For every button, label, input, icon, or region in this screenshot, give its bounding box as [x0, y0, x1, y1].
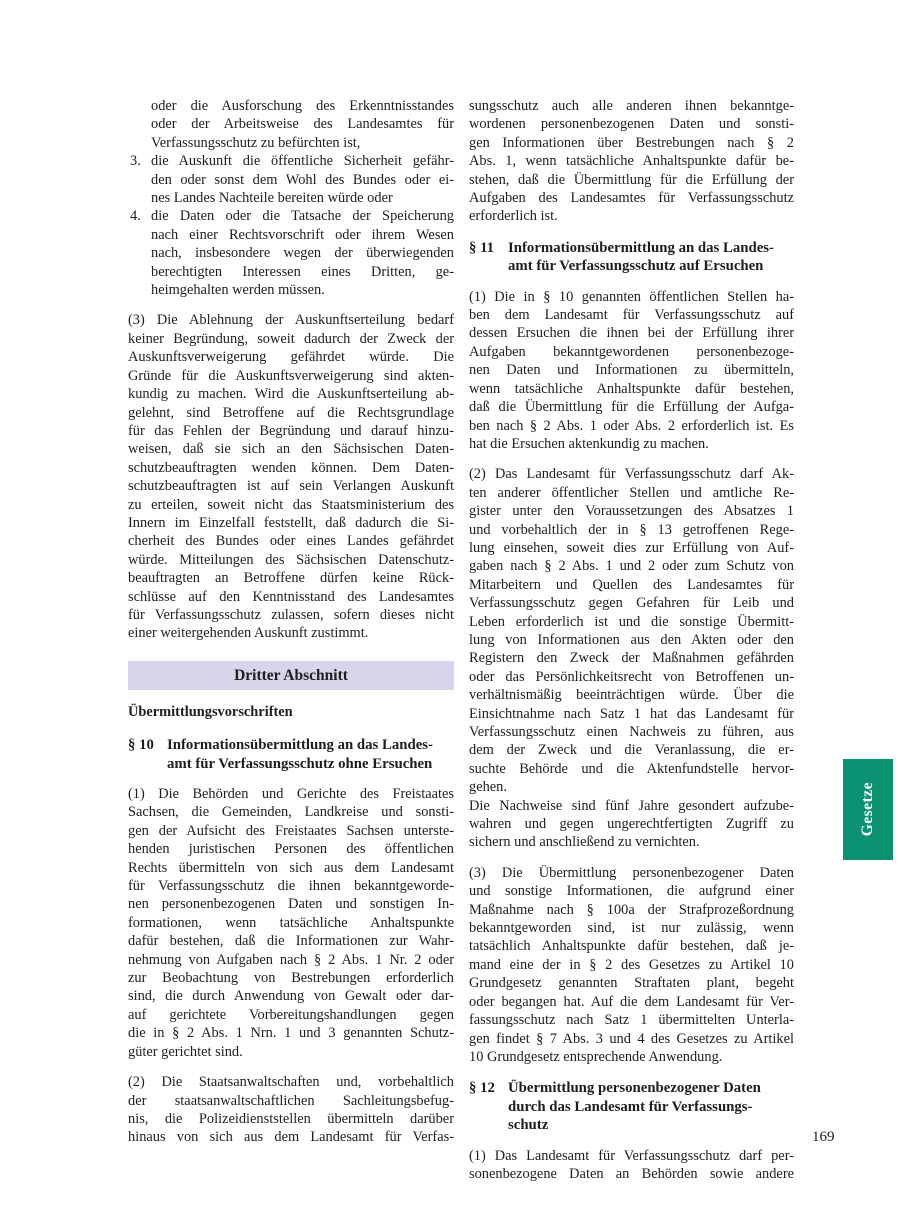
text-line: oder begangen hat. Auf die dem Landesamt für Ver-: [469, 993, 794, 1010]
paragraph-10-abs-1: [128, 785, 454, 1061]
text-line: die in § 2 Abs. 1 Nrn. 1 und 3 genannten Schutz-: [128, 1025, 454, 1042]
text-line: Übermittlungsvorschriften: [128, 703, 293, 720]
text-line: suchte Behörde und die Aktenfundstelle hervor-: [469, 760, 794, 777]
text-line: schutz: [508, 1117, 549, 1134]
text-line: (3) Die Ablehnung der Auskunftserteilung bedarf: [128, 312, 454, 329]
text-line: formationen, wenn tatsächliche Anhaltspunkte: [128, 914, 454, 931]
text-line: ben nach § 2 Abs. 1 oder Abs. 2 erforderlich ist. Es: [469, 417, 794, 434]
text-line: gen der Aufsicht des Freistaates Sachsen unterste-: [128, 822, 454, 839]
text-line: stehen, daß die Übermittlung für die Erfüllung der: [469, 171, 794, 188]
text-line: wahren und gegen ungerechtfertigten Zugriff zu: [469, 816, 794, 833]
section-sign-marker: § 11: [469, 239, 495, 256]
list-item-3: [128, 152, 454, 207]
text-line: nen personenbezogenen Daten und sonstigen In-: [128, 896, 454, 913]
text-line: für Verfassungsschutz die ihnen bekanntgeworde-: [128, 878, 454, 895]
text-line: (1) Das Landesamt für Verfassungsschutz darf per-: [469, 1147, 794, 1164]
text-line: Aufgaben bekanntgewordenen personenbezoge-: [469, 343, 794, 360]
text-line: henden juristischen Personen des öffentlichen: [128, 841, 454, 858]
law-heading-paragraph-10: [128, 736, 454, 773]
text-line: gaben nach § 2 Abs. 1 und 2 oder zum Schutz von: [469, 558, 794, 575]
text-line: dafür bestehen, daß die Informationen zur Wahr-: [128, 933, 454, 950]
text-line: Maßnahme nach § 100a der Strafprozeßordnung: [469, 901, 794, 918]
text-line: erforderlich ist.: [469, 208, 558, 225]
text-line: die Daten oder die Tatsache der Speicherung: [151, 208, 454, 225]
text-line: wordenen personenbezogenen Daten und sonsti-: [469, 116, 794, 133]
text-line: amt für Verfassungsschutz ohne Ersuchen: [167, 755, 433, 772]
list-number-marker: 4.: [130, 208, 141, 225]
text-line: sonenbezogene Daten an Behörden sowie andere: [469, 1165, 794, 1182]
text-line: gelehnt, sind Betroffene auf die Rechtsgrundlage: [128, 404, 454, 421]
text-line: Grundgesetz genannten Straftaten plant, begeht: [469, 975, 794, 992]
text-line: schlüsse auf den Kenntnisstand des Landesamtes: [128, 588, 454, 605]
text-line: Abs. 1, wenn tatsächliche Anhaltspunkte dafür be-: [469, 153, 794, 170]
text-line: amt für Verfassungsschutz auf Ersuchen: [508, 258, 764, 275]
text-line: sungsschutz auch alle anderen ihnen bekanntge-: [469, 98, 794, 114]
right-text-column: [469, 97, 794, 1183]
text-line: dem der Zweck und die Veranlassung, die er-: [469, 742, 794, 759]
text-line: auf gerichtete Vorbereitungshandlungen gegen: [128, 1006, 454, 1023]
section-sign-marker: § 12: [469, 1080, 495, 1097]
text-line: oder die Ausforschung des Erkenntnisstandes: [151, 98, 454, 114]
paragraph-11-abs-1: [469, 288, 794, 454]
text-line: die Auskunft die öffentliche Sicherheit gefähr-: [151, 153, 454, 170]
text-line: zu erteilen, soweit nicht das Staatsministerium des: [128, 496, 454, 513]
text-line: weisen, daß sie sich an den Sächsischen Daten-: [128, 441, 454, 458]
text-line: cherheit des Bundes oder eines Landes gefährdet: [128, 533, 454, 550]
paragraph-10-abs-2: [128, 1073, 454, 1147]
text-line: durch das Landesamt für Verfassungs-: [508, 1098, 753, 1115]
paragraph-12-abs-1: [469, 1147, 794, 1184]
text-line: 10 Grundgesetz entsprechende Anwendung.: [469, 1048, 723, 1065]
text-line: sichern und anschließend zu vernichten.: [469, 834, 700, 851]
text-line: nen Daten und Informationen zu übermitteln,: [469, 362, 794, 379]
text-line: berechtigten Interessen eines Dritten, ge-: [151, 263, 454, 280]
text-line: schutzbeauftragten wenden können. Dem Daten-: [128, 459, 454, 476]
text-line: ten anderer öffentlicher Stellen und amtliche Re-: [469, 484, 794, 501]
text-line: nach, insbesondere wegen der überwiegenden: [151, 245, 454, 262]
text-line: gister unter den Voraussetzungen des Absatzes 1: [469, 503, 794, 520]
text-line: würde. Mitteilungen des Sächsischen Datenschutz-: [128, 551, 454, 568]
text-line: Die Nachweise sind fünf Jahre gesondert aufzube-: [469, 797, 794, 814]
text-line: Innern im Einzelfall feststellt, daß dadurch die Si-: [128, 514, 454, 531]
text-line: schutzbeauftragten ist auf sein Verlangen Auskunft: [128, 478, 454, 495]
list-item-2-continuation: [128, 97, 454, 152]
text-line: tatsächlich Anhaltspunkte dafür bestehen, daß je-: [469, 938, 794, 955]
text-line: Verfassungsschutz einen Nachweis zu führen, aus: [469, 724, 794, 740]
text-line: nes Landes Nachteile bereiten würde oder: [151, 190, 393, 207]
text-line: heimgehalten werden müssen.: [151, 282, 325, 299]
text-line: bekanntgeworden sind, ist nur zulässig, wenn: [469, 920, 794, 937]
text-line: dessen Ersuchen die ihnen bei der Erfüllung ihrer: [469, 325, 794, 342]
text-line: der staatsanwaltschaftlichen Sachleitungsbefug-: [128, 1092, 454, 1109]
paragraph-11-abs-2: [469, 465, 794, 796]
paragraph-10-abs-2-continuation: [469, 97, 794, 226]
text-line: Registern den Zweck der Maßnahmen gefährden: [469, 650, 794, 667]
text-line: Verfassungsschutz gegen Gefahren für Leib und: [469, 595, 794, 612]
text-line: (1) Die Behörden und Gerichte des Freistaates: [128, 786, 454, 802]
text-line: den oder sonst dem Wohl des Bundes oder ei-: [151, 171, 454, 188]
text-line: Informationsübermittlung an das Landes-: [167, 737, 433, 754]
text-line: Einsichtnahme nach Satz 1 hat das Landesamt für: [469, 705, 794, 722]
text-line: güter gerichtet sind.: [128, 1043, 243, 1060]
paragraph-abs-3: [128, 311, 454, 642]
text-line: gehen.: [469, 779, 507, 796]
text-line: keiner Begründung, soweit dadurch der Zweck der: [128, 330, 454, 347]
text-line: wenn tatsächliche Anhaltspunkte dafür bestehen,: [469, 380, 794, 397]
text-line: nach einer Rechtsvorschrift oder ihrem Wesen: [151, 226, 454, 243]
section-header-dritter-abschnitt: Dritter Abschnitt: [128, 661, 454, 690]
text-line: kundig zu machen. Wird die Auskunftserteilung ab-: [128, 386, 454, 403]
text-line: und vorbehaltlich der in § 13 getroffenen Rege-: [469, 521, 794, 538]
paragraph-11-abs-3: [469, 864, 794, 1066]
text-line: ben dem Landesamt für Verfassungsschutz auf: [469, 307, 794, 324]
text-line: gen Informationen über Bestrebungen nach § 2: [469, 134, 794, 151]
text-line: zur Beobachtung von Bestrebungen erforderlich: [128, 970, 454, 987]
text-line: lung einsehen, soweit dies zur Erfüllung von Auf-: [469, 539, 794, 556]
text-line: Leben erforderlich ist und die sonstige Übermitt-: [469, 613, 794, 630]
text-line: oder das Persönlichkeitsrecht von Betroffenen un-: [469, 668, 794, 685]
text-line: Aufgaben des Landesamtes für Verfassungsschutz: [469, 190, 794, 207]
text-line: für das Fehlen der Begründung und darauf hinzu-: [128, 422, 454, 439]
text-line: gen findet § 7 Abs. 3 und 4 des Gesetzes zu Artikel: [469, 1030, 794, 1047]
section-sign-marker: § 10: [128, 737, 154, 754]
text-line: Auskunftsverweigerung gefährdet würde. Die: [128, 349, 454, 366]
heading-uebermittlungsvorschriften: [128, 703, 454, 721]
text-line: Verfassungsschutz zu befürchten ist,: [151, 134, 361, 151]
text-line: beauftragten an Betroffene dürfen keine Rück-: [128, 570, 454, 587]
text-line: (1) Die in § 10 genannten öffentlichen Stellen ha-: [469, 288, 794, 305]
text-line: (2) Die Staatsanwaltschaften und, vorbehaltlich: [128, 1074, 454, 1091]
text-line: für Verfassungsschutz zulassen, sofern dieses nicht: [128, 606, 454, 623]
text-line: Rechts übermitteln von sich aus dem Landesamt: [128, 859, 454, 876]
text-line: verhältnismäßig beeinträchtigen würde. Über die: [469, 687, 794, 704]
law-heading-paragraph-11: [469, 239, 794, 276]
text-line: sind, die durch Anwendung von Gewalt oder dar-: [128, 988, 454, 1005]
text-line: oder der Arbeitsweise des Landesamtes für: [151, 116, 454, 133]
list-number-marker: 3.: [130, 153, 141, 170]
text-line: hinaus von sich aus dem Landesamt für Verfas-: [128, 1129, 454, 1146]
side-tab-label: Gesetze: [859, 782, 876, 837]
text-line: nehmung von Aufgaben nach § 2 Abs. 1 Nr. 2 oder: [128, 951, 454, 968]
text-line: Sachsen, die Gemeinden, Landkreise und sonsti-: [128, 804, 454, 821]
gesetze-side-tab: [843, 759, 893, 860]
text-line: Mitarbeitern und Quellen des Landesamtes für: [469, 576, 794, 593]
text-line: fassungsschutz nach Satz 1 übermittelten Unterla-: [469, 1012, 794, 1029]
text-line: Informationsübermittlung an das Landes-: [508, 239, 774, 256]
text-line: (2) Das Landesamt für Verfassungsschutz darf Ak-: [469, 466, 794, 483]
text-line: Gründe für die Auskunftsverweigerung sind akten-: [128, 367, 454, 384]
law-heading-paragraph-12: [469, 1079, 794, 1134]
text-line: (3) Die Übermittlung personenbezogener Daten: [469, 864, 794, 881]
text-line: einer weitergehenden Auskunft zustimmt.: [128, 625, 369, 642]
text-line: nis, die Polizeidienststellen übermitteln darüber: [128, 1110, 454, 1127]
left-text-column: [128, 97, 454, 1147]
text-line: und sonstige Informationen, die aufgrund einer: [469, 883, 794, 900]
text-line: mand eine der in § 2 des Gesetzes zu Artikel 10: [469, 956, 794, 973]
text-line: Übermittlung personenbezogener Daten: [508, 1080, 761, 1097]
paragraph-11-nachweise: [469, 797, 794, 852]
text-line: daß die Übermittlung für die Erfüllung der Aufga-: [469, 399, 794, 416]
text-line: lung von Informationen aus den Akten oder den: [469, 631, 794, 648]
list-item-4: [128, 207, 454, 299]
page-number: 169: [812, 1129, 835, 1145]
text-line: hat die Ersuchen aktenkundig zu machen.: [469, 435, 709, 452]
